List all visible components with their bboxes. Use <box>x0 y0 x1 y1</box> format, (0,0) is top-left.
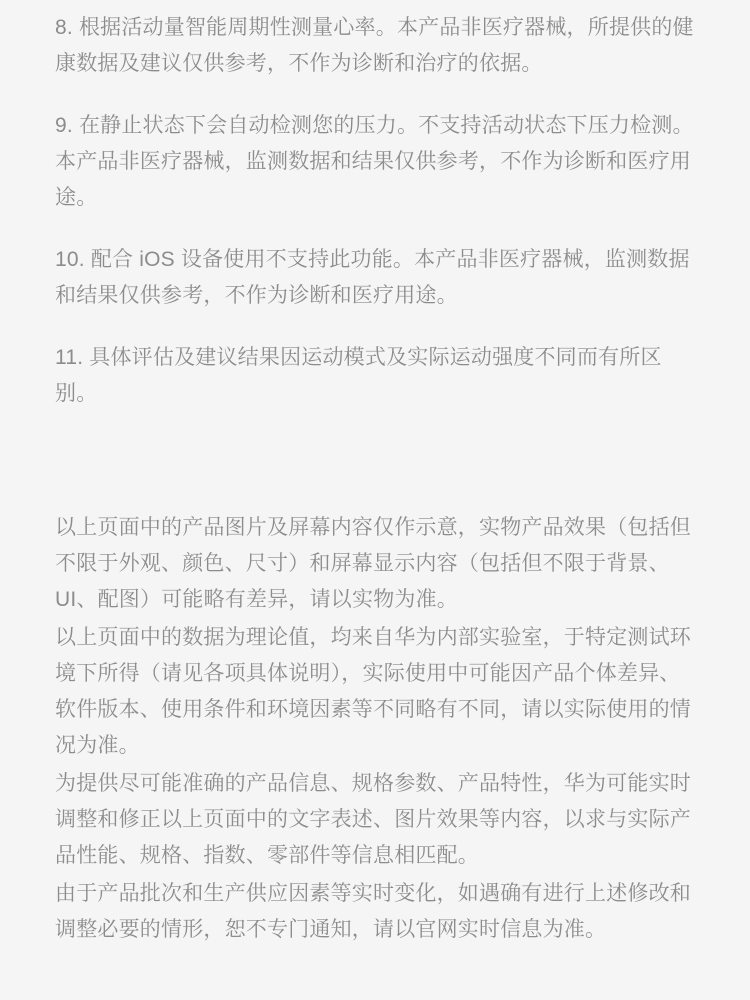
disclaimer-paragraph: 为提供尽可能准确的产品信息、规格参数、产品特性，华为可能实时调整和修正以上页面中的文字表述、图片效果等内容，以求与实际产品性能、规格、指数、零部件等信息相匹配。 <box>55 772 691 867</box>
footnote-item: 9. 在静止状态下会自动检测您的压力。不支持活动状态下压力检测。本产品非医疗器械，监测数据和结果仅供参考，不作为诊断和医疗用途。 <box>55 114 694 209</box>
disclaimer-paragraph: 以上页面中的数据为理论值，均来自华为内部实验室，于特定测试环境下所得（请见各项具体说明），实际使用中可能因产品个体差异、软件版本、使用条件和环境因素等不同略有不同，请以实际使用的情况为准。 <box>55 626 691 757</box>
disclaimer-paragraph: 由于产品批次和生产供应因素等实时变化，如遇确有进行上述修改和调整必要的情形，恕不专门通知，请以官网实时信息为准。 <box>55 882 691 941</box>
footnote-item: 10. 配合 iOS 设备使用不支持此功能。本产品非医疗器械，监测数据和结果仅供参考，不作为诊断和医疗用途。 <box>55 248 690 307</box>
footnote-item: 11. 具体评估及建议结果因运动模式及实际运动强度不同而有所区别。 <box>55 346 662 405</box>
section-divider-space <box>55 438 695 510</box>
footnotes-section <box>55 0 695 412</box>
footnote-item: 8. 根据活动量智能周期性测量心率。本产品非医疗器械，所提供的健康数据及建议仅供参考，不作为诊断和治疗的依据。 <box>55 16 694 75</box>
legal-disclaimer-section <box>55 510 695 990</box>
disclaimer-paragraph: 以上页面中的产品图片及屏幕内容仅作示意，实物产品效果（包括但不限于外观、颜色、尺寸）和屏幕显示内容（包括但不限于背景、UI、配图）可能略有差异，请以实物为准。 <box>55 516 691 611</box>
